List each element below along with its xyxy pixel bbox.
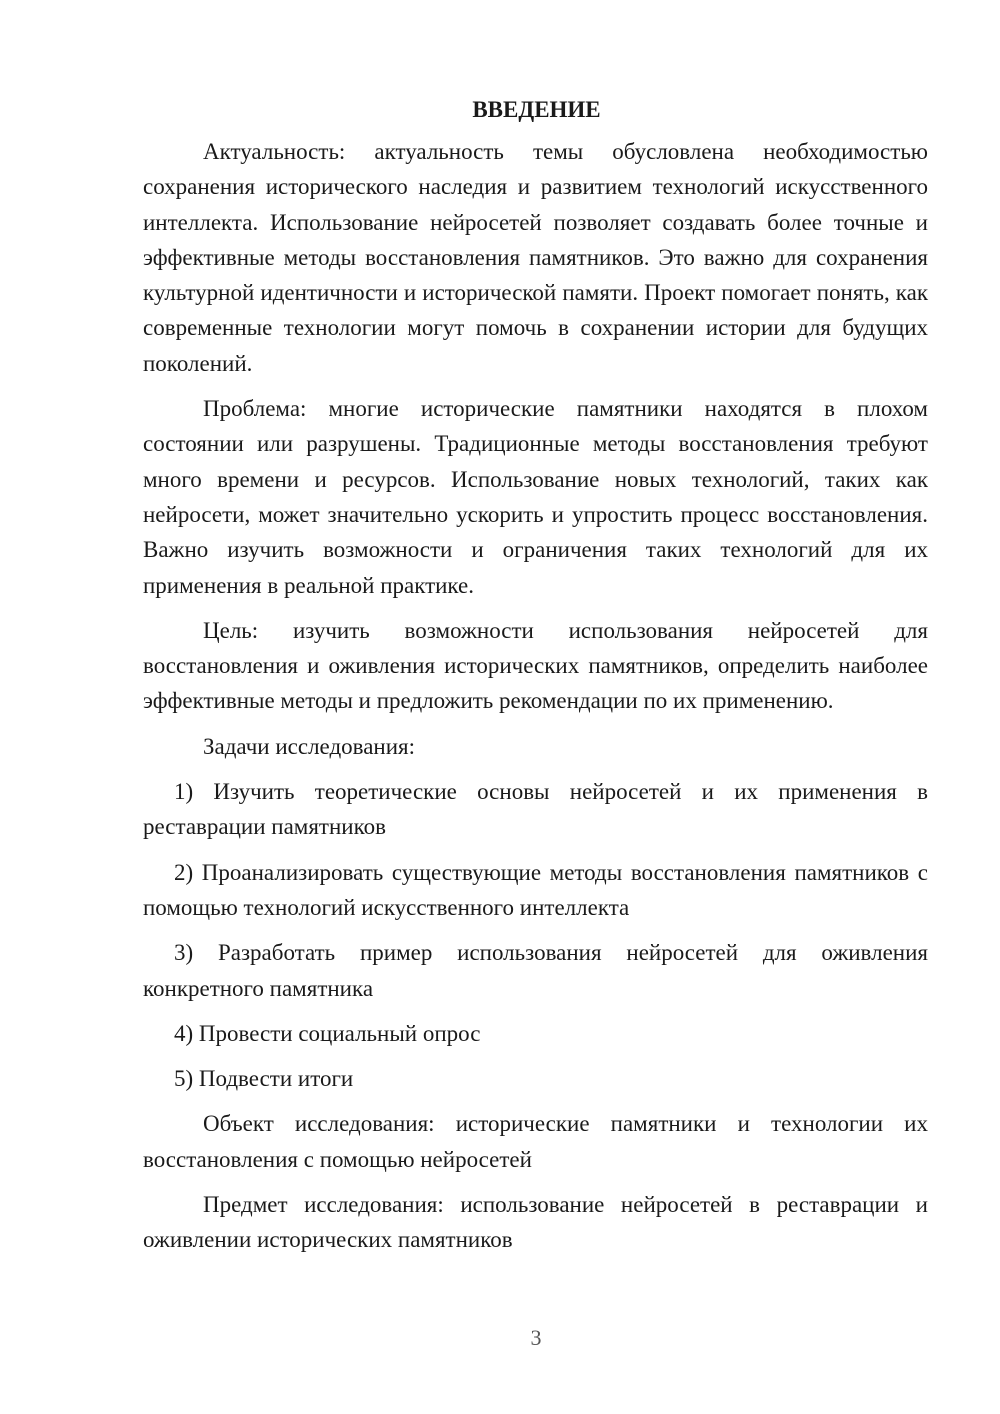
paragraph-subject: Предмет исследования: использование нейросетей в реставрации и оживлении исторических памятников — [143, 1192, 928, 1253]
paragraph-problem: Проблема: многие исторические памятники находятся в плохом состоянии или разрушены. Традиционные методы восстановления требуют много времени и ресурсов. Использование новых технологий, таких как нейросети, может значительно ускорить и упростить процесс восстановления. Важно изучить возможности и ограничения таких технологий для их применения в реальной практике. — [143, 396, 928, 598]
page-number: 3 — [530, 1325, 542, 1350]
page-title: ВВЕДЕНИЕ — [472, 97, 601, 122]
task-item-4: 4) Провести социальный опрос — [174, 1020, 481, 1046]
task-item-1: 1) Изучить теоретические основы нейросетей и их применения в реставрации памятников — [143, 779, 928, 840]
paragraph-object: Объект исследования: исторические памятники и технологии их восстановления с помощью нейросетей — [143, 1111, 928, 1172]
paragraph-relevance: Актуальность: актуальность темы обусловлена необходимостью сохранения исторического наследия и развитием технологий искусственного интеллекта. Использование нейросетей позволяет создавать более точные и эффективные методы восстановления памятников. Это важно для сохранения культурной идентичности и исторической памяти. Проект помогает понять, как современные технологии могут помочь в сохранении истории для будущих поколений. — [143, 139, 928, 376]
tasks-heading: Задачи исследования: — [203, 733, 416, 759]
task-item-2: 2) Проанализировать существующие методы восстановления памятников с помощью технологий искусственного интеллекта — [143, 859, 928, 920]
task-item-3: 3) Разработать пример использования нейросетей для оживления конкретного памятника — [143, 940, 928, 1001]
task-item-5: 5) Подвести итоги — [174, 1066, 354, 1092]
document-page — [143, 92, 928, 1268]
paragraph-goal: Цель: изучить возможности использования нейросетей для восстановления и оживления исторических памятников, определить наиболее эффективные методы и предложить рекомендации по их применению. — [143, 617, 928, 714]
